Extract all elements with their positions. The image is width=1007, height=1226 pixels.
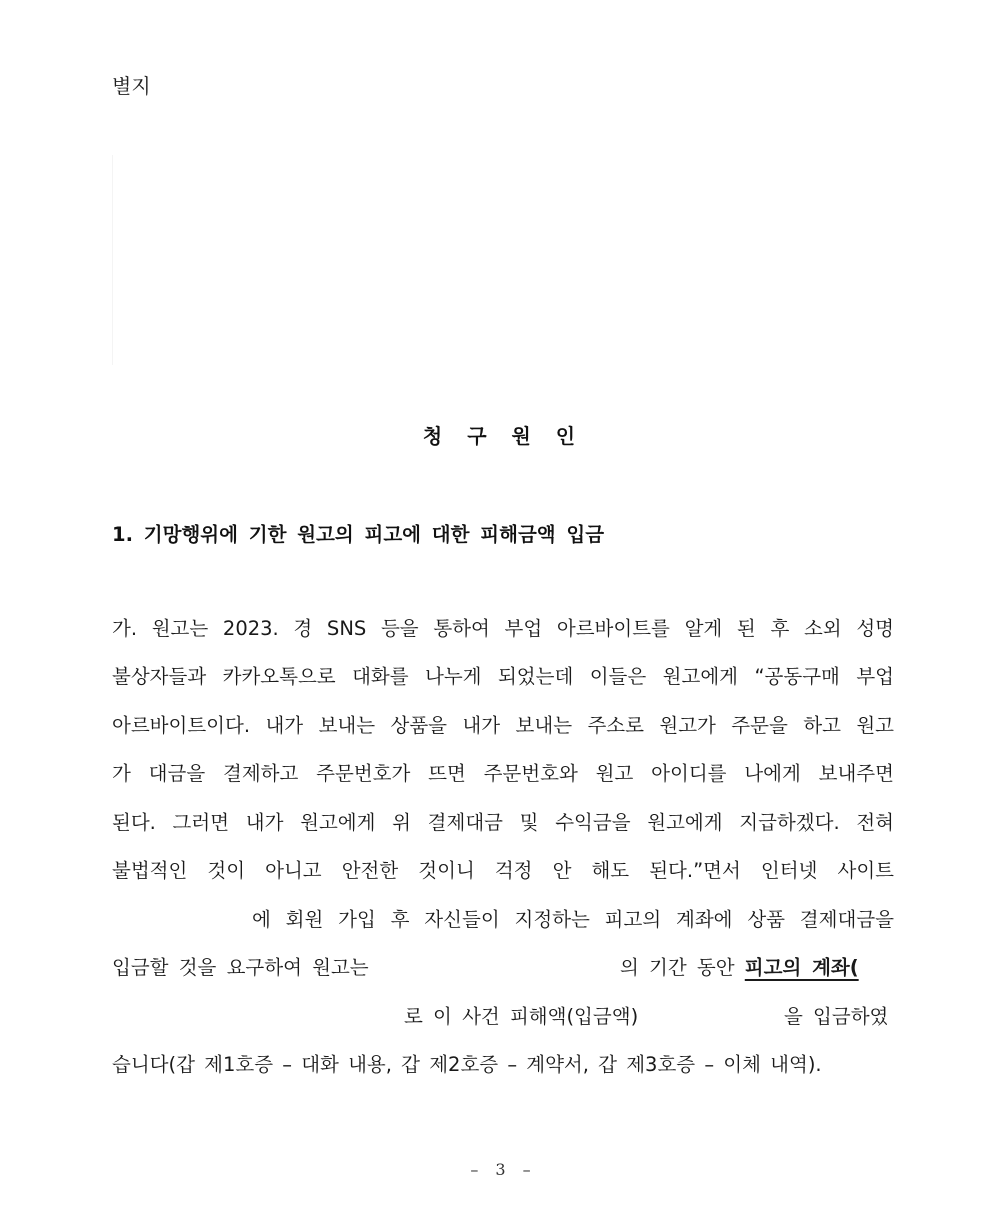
paragraph-line-5: 된다. 그러면 내가 원고에게 위 결제대금 및 수익금을 원고에게 지급하겠다. 전혀 [112,811,894,834]
paragraph-line-8 [112,954,894,982]
redacted-area-edge [112,155,113,365]
paragraph-line-9 [112,1003,894,1031]
defendant-account-emphasis: 피고의 계좌( [744,956,859,979]
paragraph-line-10: 습니다(갑 제1호증 – 대화 내용, 갑 제2호증 – 계약서, 갑 제3호증 – 이체 내역). [112,1053,822,1076]
section-heading-1: 1. 기망행위에 기한 원고의 피고에 대한 피해금액 입금 [112,523,605,546]
paragraph-line-3: 아르바이트이다. 내가 보내는 상품을 내가 보내는 주소로 원고가 주문을 하고 원고 [112,714,894,737]
paragraph-line-1: 가. 원고는 2023. 경 SNS 등을 통하여 부업 아르바이트를 알게 된 후 소외 성명 [112,617,894,640]
paragraph-line-6: 불법적인 것이 아니고 안전한 것이니 걱정 안 해도 된다.”면서 인터넷 사이트 [112,859,894,882]
line-9-middle: 로 이 사건 피해액(입금액) [404,1005,639,1028]
line-9-right: 을 입금하였 [784,1005,889,1028]
line-8-period-text: 의 기간 동안 [620,956,745,979]
line-8-right [620,954,859,982]
paragraph-line-7 [112,906,894,934]
document-title: 청 구 원 인 [422,424,585,448]
line-7-text: 에 회원 가입 후 자신들이 지정하는 피고의 계좌에 상품 결제대금을 [252,908,894,931]
page-number: – 3 – [470,1160,537,1179]
annex-label: 별지 [112,74,151,98]
line-8-left: 입금할 것을 요구하여 원고는 [112,956,369,979]
paragraph-line-4: 가 대금을 결제하고 주문번호가 뜨면 주문번호와 원고 아이디를 나에게 보내주면 [112,762,894,785]
paragraph-line-2: 불상자들과 카카오톡으로 대화를 나누게 되었는데 이들은 원고에게 “공동구매 부업 [112,665,894,688]
